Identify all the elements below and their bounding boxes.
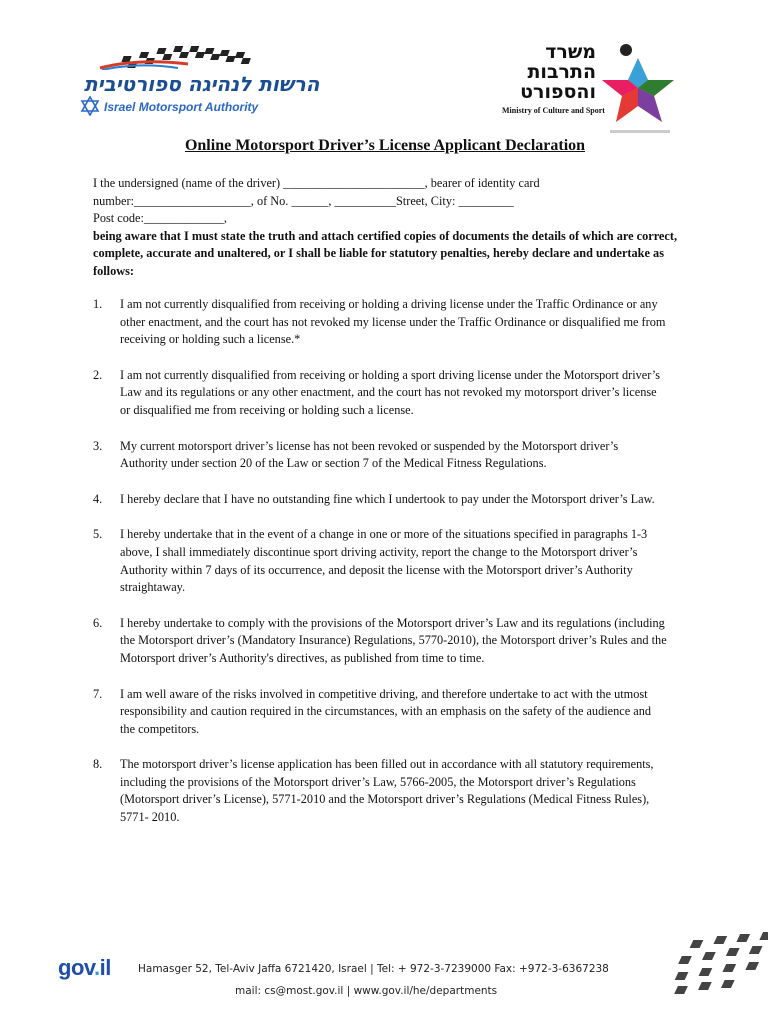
star-of-david-icon [80, 96, 100, 116]
declaration-item [93, 615, 668, 668]
motorsport-authority-logo [78, 38, 320, 118]
footer-contact: mail: cs@most.gov.il | www.gov.il/he/departments [235, 985, 498, 997]
item-text: I am well aware of the risks involved in competitive driving, and therefore undertake to act with the utmost responsibility and caution required in the circumstances, with an emphasis on the safety of the audience and the competitors. [120, 686, 651, 736]
colorful-star-icon [600, 40, 678, 136]
declaration-item [93, 438, 668, 473]
item-number: 1. [93, 297, 103, 311]
authority-name-english: Israel Motorsport Authority [104, 100, 259, 114]
gov-logo-suffix: il [99, 955, 111, 980]
item-number: 8. [93, 757, 103, 772]
authority-name-hebrew: הרשות לנהיגה ספורטיבית [84, 72, 320, 96]
gov-logo-dot: . [93, 955, 100, 980]
item-text: I hereby undertake that in the event of a change in one or more of the situations specified in paragraphs 1-3 above, I shall immediately discontinue sport driving activity, report the change to the Motorsport driver’s Authority within 7 days of its occurrence, and deposit the license with the Motorsport driver’s Authority straightaway. [120, 527, 648, 595]
item-number: 3. [93, 438, 103, 453]
ministry-name-hebrew [502, 42, 596, 102]
declaration-item [93, 526, 668, 596]
intro-line: I the undersigned (name of the driver) _______________________, bearer of identity card [93, 176, 540, 190]
item-number: 6. [93, 615, 103, 630]
declaration-item [93, 491, 668, 509]
item-number: 4. [93, 491, 103, 506]
item-text: I hereby declare that I have no outstanding fine which I undertook to pay under the Motorsport driver’s Law. [120, 491, 655, 506]
declaration-item [93, 296, 668, 349]
checkered-flag-icon [638, 930, 768, 1000]
item-number: 7. [93, 686, 103, 701]
declaration-item [93, 367, 668, 420]
ministry-name-line: והספורט [520, 81, 596, 103]
ministry-name-line: התרבות [527, 61, 596, 83]
gov-logo-text: gov [58, 955, 94, 980]
item-text: I hereby undertake to comply with the provisions of the Motorsport driver’s Law and its regulations (including the Motorsport driver’s (Mandatory Insurance) Regulations, 5770-2010), the Motorsport driver’s Rules and the Motorsport driver’s Authority's directives, as published from time to time. [120, 615, 667, 665]
item-text: I am not currently disqualified from receiving or holding a driving license under the Traffic Ordinance or any other enactment, and the court has not revoked my license under the Traffic Ordinance or disqualified me from receiving or holding such a license.* [120, 297, 666, 347]
intro-line: number:___________________, of No. ______, __________Street, City: _________ [93, 193, 514, 208]
intro-declaration-statement: being aware that I must state the truth and attach certified copies of documents the details of which are correct, complete, accurate and unaltered, or I shall be liable for statutory penalties, hereby declare and undertake as follows: [93, 228, 678, 278]
declaration-intro [93, 175, 678, 281]
declaration-items [93, 296, 668, 827]
intro-line: Post code:_____________, [93, 211, 227, 226]
declaration-item [93, 756, 668, 826]
document-title: Online Motorsport Driver’s License Applicant Declaration [184, 137, 586, 154]
declaration-item [93, 686, 668, 739]
footer-address: Hamasger 52, Tel-Aviv Jaffa 6721420, Israel | Tel: + 972-3-7239000 Fax: +972-3-6367238 [138, 963, 609, 975]
ministry-logo [502, 38, 682, 138]
ministry-name-line: משרד [545, 41, 596, 63]
item-number: 2. [93, 367, 103, 382]
item-text: The motorsport driver’s license application has been filled out in accordance with all statutory requirements, including the provisions of the Motorsport driver’s Law, 5766-2005, the Motorsport driver’s Regulations (Motorsport driver’s License), 5771-2010 and the Motorsport driver’s Regulations (Medical Fitness Rules), 5771- 2010. [120, 757, 654, 825]
item-text: My current motorsport driver’s license has not been revoked or suspended by the Motorsport driver’s Authority under section 20 of the Law or section 7 of the Medical Fitness Regulations. [120, 438, 619, 471]
checkered-flag-icon [98, 44, 263, 70]
item-number: 5. [93, 527, 103, 542]
item-text: I am not currently disqualified from receiving or holding a sport driving license under the Motorsport driver’s Law and its regulations or any other enactment, and the court has not revoked my motorsport driver’s license or disqualified me from receiving or holding such a license. [120, 367, 661, 417]
ministry-name-english: Ministry of Culture and Sport [502, 106, 605, 115]
gov-il-logo [58, 955, 111, 981]
